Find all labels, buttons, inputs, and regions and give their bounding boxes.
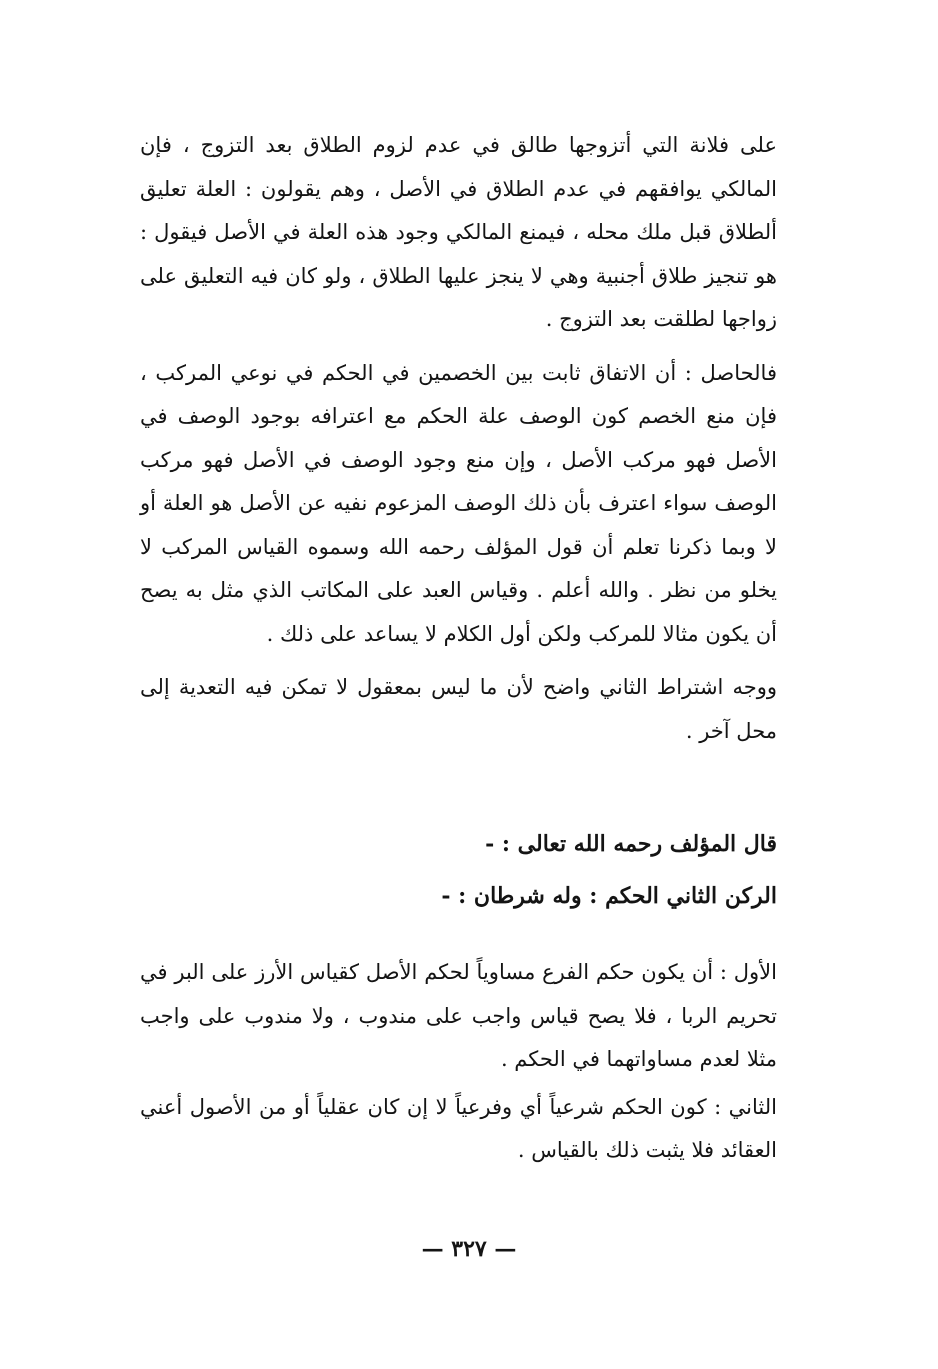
paragraph-2: فالحاصل : أن الاتفاق ثابت بين الخصمين في الحكم في نوعي المركب ، فإن منع الخصم كون الوصف علة الحكم مع اعترافه بوجود الوصف في الأصل فهو مركب الأصل ، وإن منع وجود الوصف في الأصل فهو مركب الوصف سواء اعترف بأن ذلك الوصف المزعوم نفيه عن الأصل هو العلة أو لا وبما ذكرنا تعلم أن قول المؤلف رحمه الله وسموه القياس المركب لا يخلو من نظر . والله أعلم . وقياس العبد على المكاتب الذي مثل به يصح أن يكون مثالا للمركب ولكن أول الكلام لا يساعد على ذلك .: [140, 360, 777, 646]
paragraph-4: الأول : أن يكون حكم الفرع مساوياً لحكم الأصل كقياس الأرز على البر في تحريم الربا ، فلا يصح قياس واجب على مندوب ، ولا مندوب على واجب مثلا لعدم مساواتهما في الحكم .: [140, 960, 777, 1071]
page-number: — ٣٢٧ —: [421, 1236, 517, 1262]
section-heading-author-quote: قال المؤلف رحمه الله تعالى : -: [485, 831, 777, 857]
paragraph-1: على فلانة التي أتزوجها طالق في عدم لزوم الطلاق بعد التزوج ، فإن المالكي يوافقهم في عدم الطلاق في الأصل ، وهم يقولون : العلة تعليق ألطلاق قبل ملك محله ، فيمنع المالكي وجود هذه العلة في الأصل فيقول : هو تنجيز طلاق أجنبية وهي لا ينجز عليها الطلاق ، ولو كان فيه التعليق على زواجها لطلقت بعد التزوج .: [140, 133, 777, 331]
text-block-top: [140, 124, 777, 753]
paragraph-3: ووجه اشتراط الثاني واضح لأن ما ليس بمعقول لا تمكن فيه التعدية إلى محل آخر .: [140, 675, 777, 743]
text-block-bottom: [140, 951, 777, 1173]
paragraph-5: الثاني : كون الحكم شرعياً أي وفرعياً لا إن كان عقلياً أو من الأصول أعني العقائد فلا يثبت ذلك بالقياس .: [140, 1094, 777, 1162]
section-heading-second-pillar: الركن الثاني الحكم : وله شرطان : -: [441, 883, 777, 909]
